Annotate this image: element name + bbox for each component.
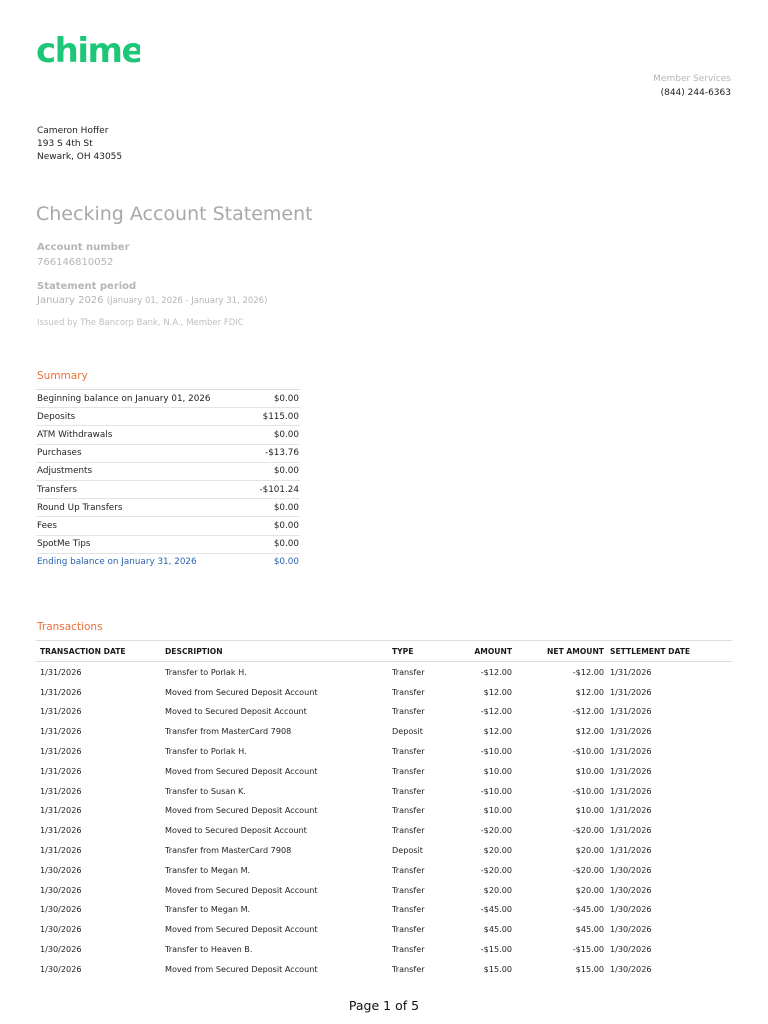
cell-net-amount: -$45.00 — [572, 904, 604, 915]
cell-net-amount: -$12.00 — [572, 706, 604, 717]
cell-transaction-date: 1/30/2026 — [40, 884, 82, 895]
summary-label: Beginning balance on January 01, 2026 — [37, 393, 211, 404]
summary-table — [36, 389, 300, 571]
summary-row — [36, 408, 300, 426]
cell-description: Moved to Secured Deposit Account — [165, 825, 307, 836]
cell-description: Transfer to Megan M. — [165, 904, 251, 915]
summary-value: $0.00 — [273, 539, 299, 550]
summary-label: Transfers — [37, 484, 77, 495]
summary-row — [36, 481, 300, 499]
cell-type: Transfer — [392, 825, 425, 836]
page-number: Page 1 of 5 — [348, 998, 420, 1013]
cell-description: Transfer from MasterCard 7908 — [165, 845, 292, 856]
cell-settlement-date: 1/31/2026 — [610, 785, 652, 796]
cell-type: Deposit — [392, 726, 423, 737]
cell-settlement-date: 1/30/2026 — [610, 864, 652, 875]
cell-transaction-date: 1/30/2026 — [40, 904, 82, 915]
cell-net-amount: $20.00 — [575, 884, 604, 895]
transactions-header — [36, 641, 732, 662]
summary-row — [36, 426, 300, 444]
cell-settlement-date: 1/31/2026 — [610, 845, 652, 856]
statement-period-label: Statement period — [37, 281, 137, 292]
table-row — [36, 761, 732, 781]
cell-net-amount: $10.00 — [575, 805, 604, 816]
cell-description: Transfer to Porlak H. — [165, 746, 247, 757]
cell-settlement-date: 1/30/2026 — [610, 904, 652, 915]
table-row — [36, 860, 732, 880]
cell-type: Transfer — [392, 746, 425, 757]
cell-transaction-date: 1/30/2026 — [40, 864, 82, 875]
header-amount: AMOUNT — [474, 646, 512, 656]
chime-logo-text: chime — [36, 31, 140, 68]
account-number-value: 766146810052 — [37, 257, 114, 268]
cell-settlement-date: 1/31/2026 — [610, 805, 652, 816]
cell-net-amount: $45.00 — [575, 924, 604, 935]
summary-row — [36, 536, 300, 554]
cell-settlement-date: 1/31/2026 — [610, 686, 652, 697]
table-row — [36, 741, 732, 761]
table-row — [36, 702, 732, 722]
cell-description: Moved from Secured Deposit Account — [165, 963, 318, 974]
cell-settlement-date: 1/30/2026 — [610, 884, 652, 895]
cell-net-amount: $20.00 — [575, 845, 604, 856]
cell-type: Transfer — [392, 785, 425, 796]
summary-row — [36, 499, 300, 517]
cell-transaction-date: 1/31/2026 — [40, 825, 82, 836]
cell-settlement-date: 1/30/2026 — [610, 963, 652, 974]
table-row — [36, 721, 732, 741]
summary-label: Fees — [37, 520, 57, 531]
cell-type: Transfer — [392, 805, 425, 816]
cell-type: Transfer — [392, 924, 425, 935]
cell-amount: -$45.00 — [480, 904, 512, 915]
cell-settlement-date: 1/31/2026 — [610, 726, 652, 737]
cell-amount: -$15.00 — [480, 944, 512, 955]
summary-label: Adjustments — [37, 466, 93, 477]
cell-settlement-date: 1/31/2026 — [610, 666, 652, 677]
summary-value: $0.00 — [273, 502, 299, 513]
customer-address — [37, 125, 122, 164]
summary-value: $0.00 — [273, 466, 299, 477]
summary-value: $0.00 — [273, 393, 299, 404]
cell-amount: -$10.00 — [480, 785, 512, 796]
summary-row — [36, 463, 300, 481]
table-row — [36, 919, 732, 939]
cell-amount: $45.00 — [483, 924, 512, 935]
cell-type: Transfer — [392, 944, 425, 955]
cell-amount: $12.00 — [483, 686, 512, 697]
summary-label: Ending balance on January 31, 2026 — [37, 557, 197, 568]
cell-settlement-date: 1/31/2026 — [610, 825, 652, 836]
issued-by: Issued by The Bancorp Bank, N.A., Member FDIC — [37, 318, 244, 328]
summary-value: -$13.76 — [265, 448, 299, 459]
cell-description: Transfer from MasterCard 7908 — [165, 726, 292, 737]
cell-net-amount: -$10.00 — [572, 785, 604, 796]
cell-description: Transfer to Megan M. — [165, 864, 251, 875]
cell-transaction-date: 1/31/2026 — [40, 845, 82, 856]
cell-amount: $10.00 — [483, 805, 512, 816]
cell-settlement-date: 1/31/2026 — [610, 765, 652, 776]
statement-period-range: (January 01, 2026 - January 31, 2026) — [106, 296, 268, 306]
summary-ending-row — [36, 554, 300, 571]
customer-street: 193 S 4th St — [37, 139, 93, 149]
transactions-body — [36, 662, 732, 979]
cell-amount: -$10.00 — [480, 746, 512, 757]
cell-transaction-date: 1/31/2026 — [40, 726, 82, 737]
page-title: Checking Account Statement — [36, 203, 313, 225]
cell-type: Transfer — [392, 666, 425, 677]
cell-net-amount: -$12.00 — [572, 666, 604, 677]
cell-description: Moved from Secured Deposit Account — [165, 805, 318, 816]
table-row — [36, 781, 732, 801]
cell-transaction-date: 1/31/2026 — [40, 746, 82, 757]
cell-description: Moved from Secured Deposit Account — [165, 924, 318, 935]
table-row — [36, 959, 732, 979]
table-row — [36, 682, 732, 702]
summary-row — [36, 390, 300, 408]
header-settlement-date: SETTLEMENT DATE — [610, 646, 691, 656]
cell-amount: -$20.00 — [480, 864, 512, 875]
cell-amount: $20.00 — [483, 884, 512, 895]
summary-value: $0.00 — [273, 557, 299, 568]
cell-net-amount: -$10.00 — [572, 746, 604, 757]
cell-description: Transfer to Porlak H. — [165, 666, 247, 677]
summary-label: Purchases — [37, 448, 82, 459]
transactions-table — [36, 640, 732, 979]
cell-transaction-date: 1/30/2026 — [40, 963, 82, 974]
table-row — [36, 820, 732, 840]
summary-value: -$101.24 — [259, 484, 299, 495]
cell-type: Transfer — [392, 706, 425, 717]
cell-amount: $12.00 — [483, 726, 512, 737]
cell-net-amount: $10.00 — [575, 765, 604, 776]
statement-period-value — [37, 295, 267, 306]
member-services — [653, 72, 731, 100]
cell-type: Transfer — [392, 904, 425, 915]
customer-city: Newark, OH 43055 — [37, 152, 123, 162]
cell-transaction-date: 1/31/2026 — [40, 706, 82, 717]
cell-amount: -$12.00 — [480, 666, 512, 677]
cell-net-amount: -$20.00 — [572, 825, 604, 836]
cell-settlement-date: 1/31/2026 — [610, 706, 652, 717]
summary-row — [36, 445, 300, 463]
cell-description: Moved to Secured Deposit Account — [165, 706, 307, 717]
cell-description: Transfer to Susan K. — [165, 785, 246, 796]
cell-description: Moved from Secured Deposit Account — [165, 686, 318, 697]
cell-settlement-date: 1/31/2026 — [610, 746, 652, 757]
summary-label: ATM Withdrawals — [37, 429, 113, 440]
cell-type: Transfer — [392, 686, 425, 697]
cell-net-amount: $12.00 — [575, 726, 604, 737]
cell-type: Transfer — [392, 765, 425, 776]
cell-net-amount: $15.00 — [575, 963, 604, 974]
cell-transaction-date: 1/31/2026 — [40, 805, 82, 816]
table-row — [36, 900, 732, 920]
table-row — [36, 801, 732, 821]
transactions-title: Transactions — [37, 621, 103, 633]
summary-value: $0.00 — [273, 429, 299, 440]
cell-amount: $15.00 — [483, 963, 512, 974]
cell-amount: $10.00 — [483, 765, 512, 776]
cell-type: Deposit — [392, 845, 423, 856]
member-services-label: Member Services — [653, 74, 731, 84]
cell-settlement-date: 1/30/2026 — [610, 924, 652, 935]
member-services-phone: (844) 244-6363 — [660, 88, 731, 98]
summary-label: SpotMe Tips — [37, 539, 91, 550]
account-number-label: Account number — [37, 242, 130, 253]
cell-amount: -$12.00 — [480, 706, 512, 717]
chime-logo — [36, 28, 140, 72]
table-row — [36, 939, 732, 959]
statement-period-month: January 2026 — [37, 295, 104, 306]
cell-type: Transfer — [392, 963, 425, 974]
table-row — [36, 880, 732, 900]
cell-amount: $20.00 — [483, 845, 512, 856]
cell-net-amount: -$20.00 — [572, 864, 604, 875]
cell-amount: -$20.00 — [480, 825, 512, 836]
chime-logo-mark — [36, 28, 140, 68]
cell-transaction-date: 1/31/2026 — [40, 686, 82, 697]
customer-name: Cameron Hoffer — [37, 126, 109, 136]
summary-label: Deposits — [37, 411, 76, 422]
summary-title: Summary — [37, 370, 88, 382]
header-type: TYPE — [392, 646, 414, 656]
cell-transaction-date: 1/31/2026 — [40, 765, 82, 776]
header-description: DESCRIPTION — [165, 646, 223, 656]
cell-transaction-date: 1/31/2026 — [40, 666, 82, 677]
cell-transaction-date: 1/30/2026 — [40, 924, 82, 935]
header-net-amount: NET AMOUNT — [547, 646, 604, 656]
cell-type: Transfer — [392, 884, 425, 895]
cell-description: Moved from Secured Deposit Account — [165, 765, 318, 776]
cell-type: Transfer — [392, 864, 425, 875]
summary-row — [36, 517, 300, 535]
summary-value: $115.00 — [262, 411, 299, 422]
table-row — [36, 662, 732, 682]
cell-net-amount: -$15.00 — [572, 944, 604, 955]
cell-transaction-date: 1/31/2026 — [40, 785, 82, 796]
cell-net-amount: $12.00 — [575, 686, 604, 697]
cell-settlement-date: 1/30/2026 — [610, 944, 652, 955]
table-row — [36, 840, 732, 860]
summary-label: Round Up Transfers — [37, 502, 123, 513]
cell-transaction-date: 1/30/2026 — [40, 944, 82, 955]
header-transaction-date: TRANSACTION DATE — [40, 646, 126, 656]
cell-description: Moved from Secured Deposit Account — [165, 884, 318, 895]
cell-description: Transfer to Heaven B. — [165, 944, 253, 955]
summary-value: $0.00 — [273, 520, 299, 531]
